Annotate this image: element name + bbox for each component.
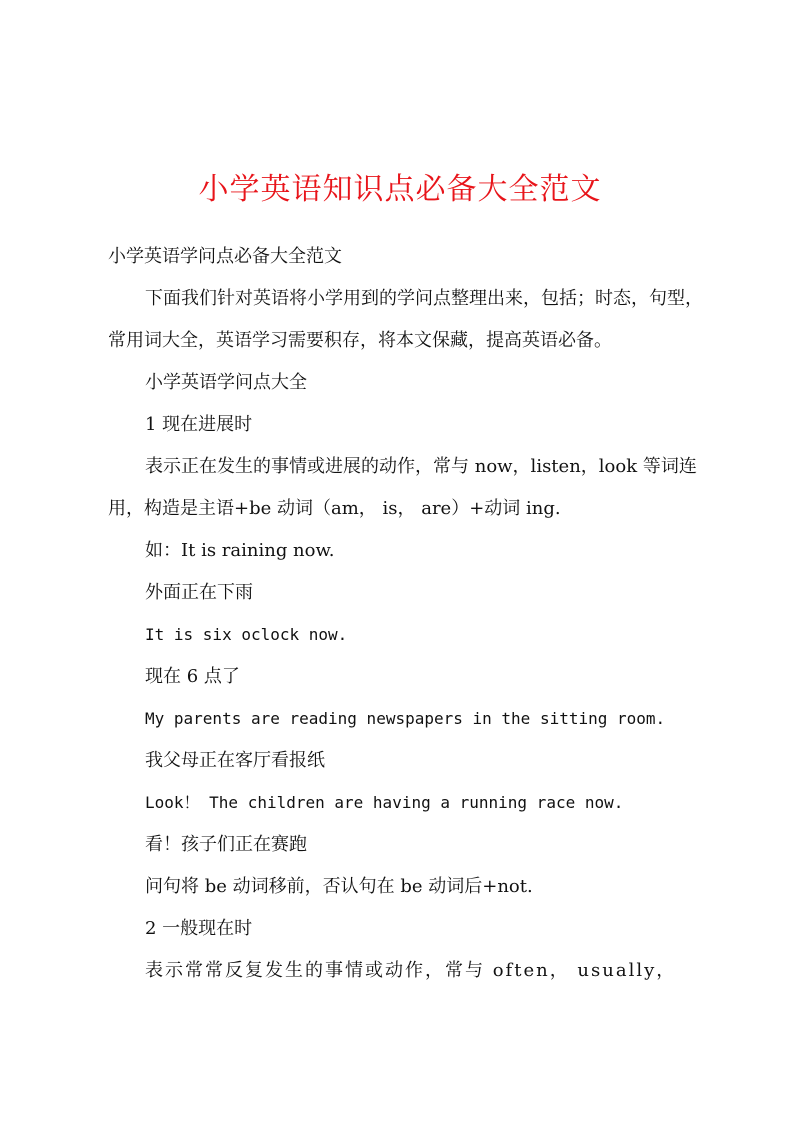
intro-line-2: 常用词大全，英语学习需要积存，将本文保藏，提高英语必备。 (108, 330, 612, 351)
example-1-sentence: 如：It is raining now. (145, 540, 335, 561)
section-1-description-line-1: 表示正在发生的事情或进展的动作，常与 now，listen，look 等词连 (145, 456, 697, 477)
section-1-description-line-2: 用，构造是主语+be 动词（am， is， are）+动词 ing. (108, 498, 561, 519)
example-1-translation: 外面正在下雨 (145, 582, 253, 603)
section-heading: 小学英语学问点大全 (145, 372, 307, 393)
section-1-title: 1 现在进展时 (145, 414, 253, 435)
grammar-rule: 问句将 be 动词移前，否认句在 be 动词后+not. (145, 876, 533, 897)
example-3-translation: 我父母正在客厅看报纸 (145, 750, 325, 771)
section-2-description-line-1: 表示常常反复发生的事情或动作，常与 often， usually， (145, 960, 677, 981)
example-4-translation: 看！孩子们正在赛跑 (145, 834, 307, 855)
intro-line-1: 下面我们针对英语将小学用到的学问点整理出来，包括；时态，句型， (145, 288, 703, 309)
example-2-sentence: It is six oclock now. (145, 625, 348, 644)
example-3-sentence: My parents are reading newspapers in the sitting room. (145, 709, 666, 728)
example-4-sentence: Look！ The children are having a running race now. (145, 793, 624, 812)
section-2-title: 2 一般现在时 (145, 918, 253, 939)
example-2-translation: 现在 6 点了 (145, 666, 240, 687)
document-title: 小学英语知识点必备大全范文 (198, 172, 602, 207)
document-subtitle: 小学英语学问点必备大全范文 (108, 246, 342, 267)
